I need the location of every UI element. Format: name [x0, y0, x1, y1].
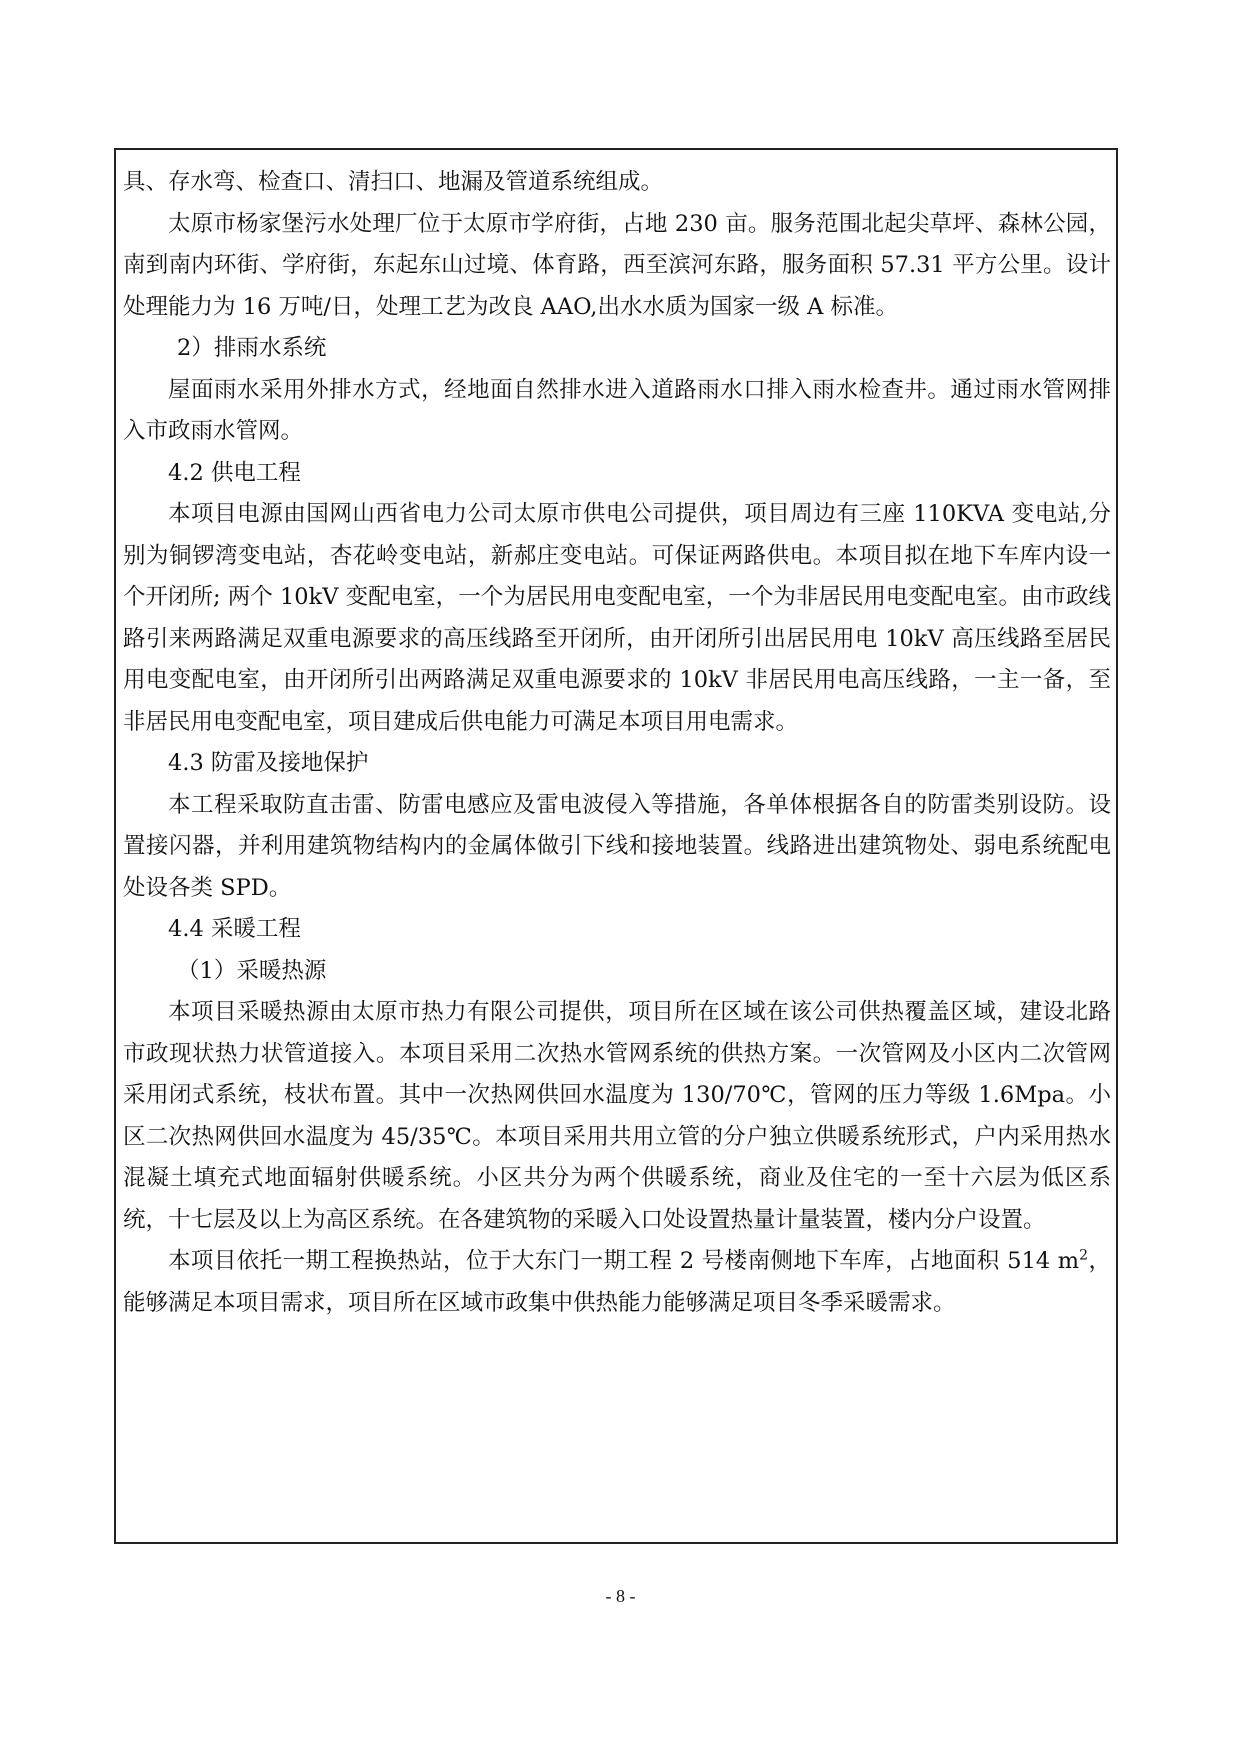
page-frame [114, 148, 1118, 1544]
heading-rainwater-system: 2）排雨水系统 [177, 335, 327, 361]
heat-station-text-tail: ，能够满足本项目需求，项目所在区域市政集中供热能力能够满足项目冬季采暖需求。 [123, 1248, 1111, 1316]
paragraph-drainage-fixtures: 具、存水弯、检查口、清扫口、地漏及管道系统组成。 [123, 169, 664, 195]
heading-heating: 4.4 采暖工程 [168, 916, 301, 942]
heading-power-supply: 4.2 供电工程 [168, 459, 301, 486]
paragraph-lightning-protection: 本工程采取防直击雷、防雷电感应及雷电波侵入等措施，各单体根据各自的防雷类别设防。设置接闪器，并利用建筑物结构内的金属体做引下线和接地装置。线路进出建筑物处、弱电系统配电处设各类 SPD。 [123, 791, 1111, 901]
document-body [123, 162, 1111, 1324]
paragraph-heating-source: 本项目采暖热源由太原市热力有限公司提供，项目所在区域在该公司供热覆盖区域，建设北路市政现状热力状管道接入。本项目采用二次热水管网系统的供热方案。一次管网及小区内二次管网采用闭式系统，枝状布置。其中一次热网供回水温度为 130/70℃，管网的压力等级 1.6Mpa。小区二次热网供回水温度为 45/35℃。本项目采用共用立管的分户独立供暖系统形式，户内采用热水混凝土填充式地面辐射供暖系统。小区共分为两个供暖系统，商业及住宅的一至十六层为低区系统，十七层及以上为高区系统。在各建筑物的采暖入口处设置热量计量装置，楼内分户设置。 [123, 999, 1111, 1233]
page-number: - 8 - [605, 1586, 636, 1606]
heat-station-text: 本项目依托一期工程换热站，位于大东门一期工程 2 号楼南侧地下车库，占地面积 514 m [168, 1248, 1080, 1274]
area-unit-superscript: 2 [1079, 1247, 1089, 1264]
paragraph-heat-exchange-station [123, 1241, 1111, 1324]
paragraph-rainwater: 屋面雨水采用外排水方式，经地面自然排水进入道路雨水口排入雨水检查井。通过雨水管网排入市政雨水管网。 [123, 376, 1111, 444]
heading-heating-source: （1）采暖热源 [177, 957, 327, 984]
paragraph-sewage-plant: 太原市杨家堡污水处理厂位于太原市学府街，占地 230 亩。服务范围北起尖草坪、森林公园，南到南内环街、学府街，东起东山过境、体育路，西至滨河东路，服务面积 57.31 平方公里。设计处理能力为 16 万吨/日，处理工艺为改良 AAO,出水水质为国家一级 A 标准。 [123, 210, 1111, 320]
paragraph-power-supply: 本项目电源由国网山西省电力公司太原市供电公司提供，项目周边有三座 110KVA 变电站,分别为铜锣湾变电站，杏花岭变电站，新郝庄变电站。可保证两路供电。本项目拟在地下车库内设一个开闭所; 两个 10kV 变配电室，一个为居民用电变配电室，一个为非居民用电变配电室。由市政线路引来两路满足双重电源要求的高压线路至开闭所，由开闭所引出居民用电 10kV 高压线路至居民用电变配电室，由开闭所引出两路满足双重电源要求的 10kV 非居民用电高压线路，一主一备，至非居民用电变配电室，项目建成后供电能力可满足本项目用电需求。 [123, 501, 1111, 735]
heading-lightning-protection: 4.3 防雷及接地保护 [168, 750, 369, 776]
